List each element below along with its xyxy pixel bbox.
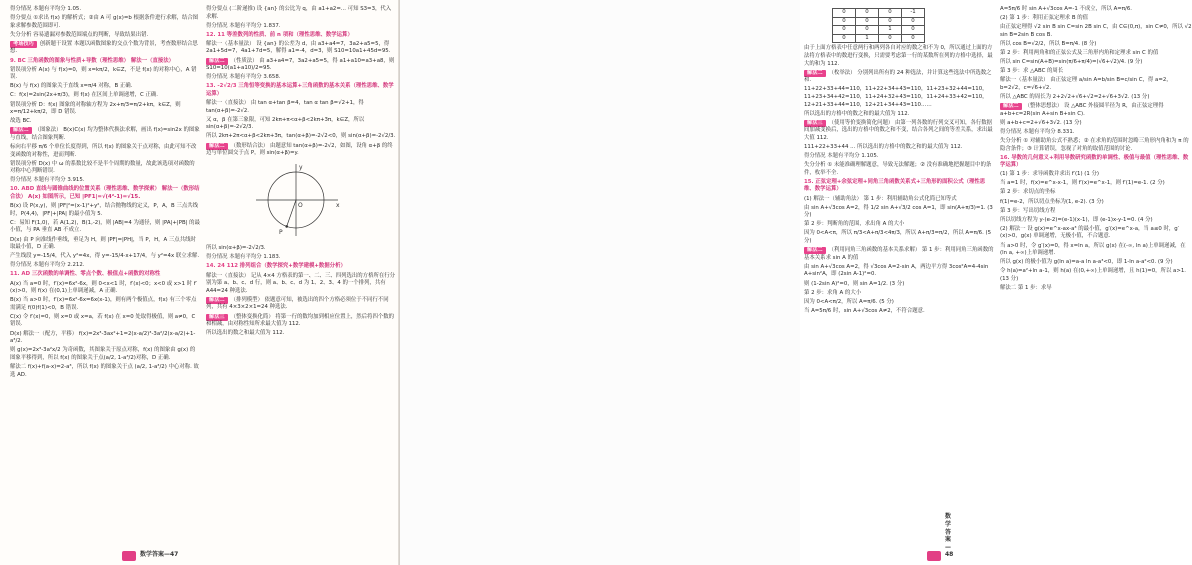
answer-paragraph [804,45,994,68]
paragraph-text: A(x) 当 a=0 时，f′(x)=6x²-6x，则 0<x<1 时，f′(x)<0；x<0 或 x>1 时 f′(x)>0，则 f(x) 在(0,1)上单调递减，A 正确. [10,280,197,295]
answer-paragraph [1000,59,1192,67]
paragraph-text: 得分要点 (二阶递推) 设 {an} 的公比为 q，由 a1+a2=... 可知 S3=3，代入求解. [206,6,392,20]
paragraph-text: B(x) 与 f(x) 的图象关于直线 x=π/4 对称，B 正确. [10,83,133,90]
answer-paragraph [206,41,396,56]
answer-paragraph [10,161,200,176]
paragraph-text: 失分分析 ① 对辅助角公式不熟悉；② 在求角的范围时忽略三角形内角和为 π 的隐含条件；③ 计算错误，忽视了对角的取值范围的讨论. [1000,137,1189,152]
answer-paragraph [10,364,200,379]
score-text: 得分情况 本题有平均分 2.212. [10,262,85,269]
score-stat [804,153,994,161]
grid-cell: 0 [856,17,879,26]
method-tag: 解法二 [10,127,32,134]
paragraph-text: 当 A=5π/6 时，sin A+√3cos A≠2，不符合题意. [804,307,925,314]
answer-paragraph [1000,41,1192,49]
paragraph-text: 所以 2kπ+2π<α+β<2kπ+3π，tan(α+β)=-2√2<0，则 sin(α+β)=-2√2/3. [206,133,396,140]
answer-paragraph [10,203,200,218]
grid-cell: 0 [902,34,925,43]
answer-paragraph [804,230,994,245]
point-p [285,225,288,228]
answer-paragraph [804,290,994,298]
answer-paragraph [10,314,200,329]
answer-paragraph [10,102,200,117]
score-stat [206,254,396,262]
method-text: （排列模型） 依题意可知，被选出的四个方格必须位于不同行不同列，共有 4×3×2×1=24 种选法. [206,296,389,311]
solution-method-block [10,41,200,56]
answer-paragraph [10,6,200,14]
answer-paragraph [804,196,994,204]
column-1 [10,6,200,546]
answer-paragraph [206,133,396,141]
grid-cell: 0 [902,17,925,26]
answer-paragraph [1000,6,1192,14]
x-axis-label: x [336,201,340,209]
score-stat [206,74,396,82]
right-page [400,0,1192,565]
answer-paragraph [10,347,200,362]
solution-method-block [1000,103,1192,118]
solution-method-block [804,70,994,85]
question-number: 14. 24 112 [206,263,239,270]
question-answer-heading [206,263,396,271]
paragraph-text: 111+22+33+44 ... 所以选出的方格中的数之和的最大值为 112. [804,144,963,150]
paragraph-text: 所以 sin C=sin(A+B)=sin(π/6+π/4)=(√6+√2)/4. (9 分) [1000,59,1143,66]
column-4 [1000,6,1192,546]
paragraph-text: (2) 第 1 步：利用正弦定理求 B 的值 [1000,15,1089,22]
answer-paragraph [1000,50,1192,58]
publisher-logo [927,551,941,561]
method-text: （使用等价变换简化问题） 由第一列各数的行列交叉可知，各行数据间加减变换后，选出的方格中的数之和不变，结合各列之间的等差关系，求出最大值 112. [804,119,993,141]
answer-paragraph [10,67,200,82]
paragraph-text: 当 a=1 时，f(x)=e^x-x-1，则 f′(x)=e^x-1，则 f′(1)=e-1. (2 分) [1000,180,1165,187]
answer-paragraph [804,111,994,119]
answer-paragraph [10,83,200,91]
paragraph-text: 所以选出的数之和最大值为 112. [206,330,285,337]
method-tag: 解法二 [206,58,228,65]
method-tag: 解法三 [206,314,228,321]
question-answer-heading [10,271,200,279]
method-tag: 解法二 [804,70,826,77]
answer-paragraph [206,117,396,132]
answer-paragraph [206,245,396,253]
grid-cell: 0 [856,26,879,35]
score-text: 得分情况 本题有平均分 1.105. [804,153,879,160]
score-stat [10,177,200,185]
question-topic: 导数的几何意义+利用导数研究函数的单调性、极值与最值（理性思维、数学运算） [1000,154,1189,169]
answer-paragraph [1000,243,1192,258]
answer-paragraph [206,100,396,115]
question-topic: 等差数列的性质、前 n 项和（理性思维、数学运算） [226,31,353,38]
score-text: 得分情况 本题有平均分 8.331. [1000,128,1075,135]
grid-cell: 0 [902,26,925,35]
question-answer-heading [804,179,994,194]
question-topic: 直线与圆锥曲线的位置关系（理性思维、数学探索） 解法一（数形结合法） A(x) 如图所示，已知 |PF1|=√(4²-1)=√15. [10,186,200,201]
solution-method-block [206,314,396,329]
answer-paragraph [10,92,200,100]
answer-paragraph [1000,189,1192,197]
answer-paragraph [206,330,396,338]
grid-row [833,17,925,26]
column-2 [206,6,396,546]
grid-cell: 0 [856,9,879,18]
paragraph-text: 所以 g(x) 的极小值为 g(ln a)=a-a ln a-a³<0，即 1-ln a-a²<0. (9 分) [1000,259,1173,266]
question-answer-heading [10,58,200,66]
answer-paragraph [804,205,994,220]
answer-paragraph [1000,15,1192,23]
left-page [0,0,400,565]
paragraph-text: 第 2 步：求角 A 的大小 [804,289,862,296]
score-stat [1000,129,1192,137]
paragraph-text: 错误项分析 D：f(x) 图象的对称轴方程为 2x+π/3=π/2+kπ，k∈Z，则 x=π/12+kπ/2，即 D 错误. [10,101,181,116]
paragraph-text: B(x) 当 a>0 时，f′(x)=6x²-6x=6x(x-1)，则有两个极值点，f(x) 有三个零点需满足 f(0)f(1)<0，B 错误. [10,297,197,311]
method-tag: 解法二 [804,247,826,254]
method-tag: 解法二 [206,143,228,150]
score-text: 得分情况 本题有平均分 3.915. [10,177,85,184]
paragraph-text: 11+22+33+44=110，11+22+34+43=110，11+23+32+44=110，11+23+34+42=110，11+24+32+43=110，11+24+33+42=110，12+21+33+44=110，12+21+34+43=110…… [804,86,988,108]
page-footer-right: 数学答案—48 [945,513,954,559]
paragraph-text: 错误项分析 A(x) 与 f(x)=0，则 x=kπ/2，k∈Z，不是 f(x) 的对称中心，A 错误. [10,66,197,81]
answer-paragraph [1000,208,1192,216]
answer-paragraph [10,32,200,40]
paragraph-text: 解法一（基本量法） 设 {an} 的公差为 d，由 a3+a4=7，3a2+a5=5，得 2a1+5d=7，4a1+7d=5，解得 a1=-4，d=3，则 S10=10a1+45d=95. [206,40,391,55]
method-tag: 考场技巧 [10,41,37,48]
paragraph-text: 由 sin A+√3cos A=2，得 √3cos A=2-sin A，两边平方得 3cos²A=4-4sin A+sin²A，即 (2sin A-1)²=0. [804,263,989,278]
method-text: 创新题干设置 本题以函数图象的交点个数为背景，考查数形结合思想. [10,40,198,55]
question-answer-heading [206,32,396,40]
paragraph-text: D(x) 解法一（配方，平移） f(x)=2x³-3ax²+1=2(x-a/2)³-3a²/2(x-a/2)+1-a³/2. [10,330,196,345]
question-number: 9. BC [10,57,26,64]
score-text: 得分情况 本题有平均分 1.183. [206,254,281,261]
answer-paragraph [1000,226,1192,241]
answer-paragraph [10,237,200,252]
paragraph-text: f(1)=e-2，所以切点坐标为(1, e-2). (3 分) [1000,198,1104,205]
answer-paragraph [1000,68,1192,76]
method-text: （性质法） 由 a3+a4=7，3a2+a5=5，得 a1+a10=a3+a8，则 S10=10(a1+a10)/2=95. [206,57,395,72]
answer-paragraph [206,6,396,21]
solution-method-block [206,297,396,312]
answer-paragraph [804,281,994,289]
paragraph-text: D(x) 由 P 向准线作垂线，垂足为 H，则 |PF|=|PH|，当 P，H，A 三点共线时取最小值，D 正确. [10,236,196,251]
paragraph-text: 由正弦定理得 √2 sin B sin C=sin 2B sin C，由 C∈(0,π)，sin C≠0，所以 √2 sin B=2sin B cos B. [1000,24,1192,38]
answer-paragraph [804,162,994,177]
answer-paragraph [1000,24,1192,39]
answer-paragraph [10,331,200,346]
grid-row [833,34,925,43]
question-answer-heading [206,83,396,98]
answer-paragraph [804,299,994,307]
method-text: （枚举法） 分别列出所有的 24 种选法，并计算这些选法中所选数之和. [804,69,992,84]
answer-paragraph [1000,180,1192,188]
grid-row [833,9,925,18]
score-text: 得分情况 本题有平均分 3.658. [206,74,281,81]
paragraph-text: 则 g(x)=2x³-3a²x/2 为奇函数，其图象关于原点对称，f(x) 的图象由 g(x) 的图象平移得到，所以 f(x) 的图象关于点(a/2, 1-a³/2)对称，D 正确. [10,347,196,361]
paragraph-text: 解法一（直接法） 记从 4×4 方格表的第一、二、三、四列选出的方格所在行分别为第 a、b、c、d 行，则 a、b、c、d 为 1、2、3、4 的一个排列，共有 A44=24 种选法. [206,272,396,294]
method-text: （利用同角三角函数的基本关系求解） 第 1 步：利用同角三角函数的基本关系求 sin A 的值 [804,247,994,261]
answer-paragraph [804,221,994,229]
paragraph-text: 第 3 步：写出切线方程 [1000,207,1056,214]
paragraph-text: 第 2 步：判断角的范围，求出角 A 的大小 [804,221,905,228]
grid-cell: 0 [879,34,902,43]
paragraph-text: C(x) 令 f′(x)=0，则 x=0 或 x=a，若 f(x) 在 x=0 处取得极值，则 a≠0，C 错误. [10,313,196,328]
method-tag: 解法二 [1000,103,1022,110]
score-stat [206,23,396,31]
answer-paragraph [1000,199,1192,207]
point-p-label: P [279,228,283,236]
answer-paragraph [1000,268,1192,283]
answer-paragraph [10,144,200,159]
answer-paragraph [1000,138,1192,153]
origin-label: O [298,201,303,209]
paragraph-text: 则 (1-2sin A)²=0，则 sin A=1/2. (3 分) [804,280,905,287]
grid-cell: 0 [879,9,902,18]
question-answer-heading [1000,155,1192,170]
paragraph-text: 失分分析 容易遗漏对参数范围端点的判断，导致结果出错. [10,31,149,38]
answer-paragraph [10,281,200,296]
paragraph-text: 因为 0<A<π，所以 π/3<A+π/3<4π/3，所以 A+π/3=π/2，所以 A=π/6. (5 分) [804,230,992,245]
score-stat [10,262,200,270]
answer-paragraph [206,273,396,296]
paragraph-text: 因为 0<A<π/2，所以 A=π/6. (5 分) [804,298,894,305]
paragraph-text: 得分情况 本题有平均分 1.05. [10,6,82,12]
paragraph-text: C：f(x)=2sin(2x+π/3)，则 f(x) 在区间上单调递增，C 正确. [10,92,158,99]
answer-paragraph [1000,285,1192,293]
paragraph-text: 第 3 步：求 △ABC 的周长 [1000,68,1064,75]
answer-paragraph [10,220,200,235]
paragraph-text: 由 sin A+√3cos A=2，得 1/2 sin A+√3/2 cos A=1，即 sin(A+π/3)=1. (3 分) [804,204,993,219]
question-number: 13. -2√2/3 [206,83,237,90]
grid-cell: 0 [833,26,856,35]
paragraph-text: 解法一（基本量法） 由正弦定理 a/sin A=b/sin B=c/sin C，得 a=2，b=2√2，c=√6+√2. [1000,77,1172,91]
answer-paragraph [804,144,994,152]
score-text: 得分情况 本题有平均分 1.837. [206,22,281,29]
grid-cell: 0 [833,9,856,18]
answer-table [832,8,994,43]
paragraph-text: 产生线段 y=-15/4，代入 y²=4x，得 y=-15/4·x+17/4，与 y²=4x 联立求解. [10,253,200,260]
page-footer-left: 数学答案—47 [140,551,179,559]
method-tag: 解法二 [206,297,228,304]
paragraph-text: 得分要点 ①求出 f(x) 的解析式；②由 A 可 g(x)=b 根据条件进行求解，结合图象求解参数范围即可. [10,15,199,29]
paragraph-text: 解法二 f(x)+f(a-x)=2-a³，所以 f(x) 的图象关于点 (a/2, 1-a³/2) 中心对称. 故选 AD. [10,363,199,378]
paragraph-text: 令 h(a)=a²+ln a-1，则 h(a) 在(0,+∞)上单调递增，且 h(1)=0，所以 a>1. (13 分) [1000,268,1187,282]
method-text: （整体变换化简） 将第一行的数均加到相应位置上，然后将四个数的和相减，由对称性知所求最大值为 112. [206,313,395,328]
question-topic: 三次函数的单调性、零点个数、极值点+函数的对称性 [31,271,161,278]
paragraph-text: B(x) 设 P(x,y)，则 |PF|²=(x-1)²+y²，结合抛物线的定义，P，A，B 三点共线时，P(4,4)，|PF|+|PA| 的最小值为 5. [10,203,199,217]
grid-cell: -1 [902,9,925,18]
publisher-logo [122,551,136,561]
paragraph-text: (1) 解法一（辅助角法） 第 1 步：利用辅助角公式化简已知等式 [804,195,957,202]
solution-method-block [804,247,994,262]
paragraph-text: (2) 解法一 设 g(x)=e^x-ax-a³ 的最小值，g′(x)=e^x-a，当 a≤0 时，g′(x)>0，g(x) 单调递增，无极小值，不合题意. [1000,225,1179,240]
paragraph-text: 失分分析 ① 未能准确理解题意，导致无法解题；② 没有准确地把握题目中的条件，枚举不全. [804,162,992,176]
paragraph-text: 所以 sin(α+β)=-2√2/3. [206,245,266,252]
paragraph-text: A=5π/6 时 sin A+√3cos A=-1 不成立，所以 A=π/6. [1000,6,1132,12]
grid-cell: 0 [879,17,902,26]
grid-cell: 1 [879,26,902,35]
paragraph-text: 解法二 第 1 步：求导 [1000,285,1052,291]
paragraph-text: 所以切线方程为 y-(e-2)=(e-1)(x-1)，即 (e-1)x-y-1=0. (4 分) [1000,216,1153,223]
answer-paragraph [804,264,994,279]
answer-paragraph [10,297,200,312]
answer-paragraph [804,86,994,109]
question-number: 11. AD [10,271,31,278]
y-axis-label: y [299,163,303,171]
paragraph-text: 由于上面方格表中任意两行和两列各自对应的数之和不为 0，所以通过上面的方法将方格表中的数进行变换，只需要考虑第一行的某数所在列的方格中选择，最大的和为 112. [804,45,993,67]
grid-cell: 0 [833,34,856,43]
answer-paragraph [804,308,994,316]
solution-method-block [804,120,994,143]
paragraph-text: 所以 △ABC 的周长为 2+2√2+√6+√2=2+√6+3√2. (13 分) [1000,93,1150,100]
paragraph-text: 标向右平移 π/6 个单位长度得到，所以 f(x) 的图象关于点对称，由此可知不改变函数的对称性，进而判断. [10,144,197,158]
solution-method-block [206,143,396,158]
answer-paragraph [1000,94,1192,102]
question-number: 16. [1000,154,1010,161]
paragraph-text: 解法一（直接法） 由 tan α+tan β=4，tan α tan β=√2+1，得 tan(α+β)=-2√2. [206,100,364,114]
method-text: （整体思想法） 设 △ABC 外接圆半径为 R，由正弦定理得 a+b+c=2R(sin A+sin B+sin C). [1000,103,1164,117]
paragraph-text: 第 2 步：求切点的坐标 [1000,189,1056,196]
question-topic: 三角恒等变换的基本运算+三角函数的基本关系（理性思维、数学运算） [206,83,394,97]
paragraph-text: 则 a+b+c=2+√6+3√2. (13 分) [1000,119,1082,126]
question-number: 10. ABD [10,186,35,193]
paragraph-text: 错误项分析 D(x) 中 ω 的系数比较不是半个周期的数量，故此该选项对函数的对称中心判断错误. [10,160,195,175]
paragraph-text: 所以 cos B=√2/2，所以 B=π/4. (8 分) [1000,40,1097,47]
unit-circle-figure [246,160,396,244]
answer-paragraph [1000,120,1192,128]
unit-circle-svg [246,160,346,240]
answer-paragraph [1000,259,1192,267]
grid-cell: 0 [833,17,856,26]
terminal-side [287,200,296,226]
question-answer-heading [10,186,200,201]
answer-paragraph [10,118,200,126]
paragraph-text: 故选 BC. [10,118,32,125]
grid-row [833,26,925,35]
method-tag: 解法三 [804,120,826,127]
answer-paragraph [1000,217,1192,225]
answer-paragraph [10,253,200,261]
question-number: 12. 11 [206,31,225,38]
question-topic: 三角函数的图象与性质+导数（理性思维） 解法一（直接法） [27,57,175,64]
paragraph-text: 当 a>0 时，令 g′(x)=0，得 x=ln a，所以 g(x) 在(-∞, ln a)上单调递减，在(ln a, +∞)上单调递增. [1000,242,1186,257]
paragraph-text: (1) 第 1 步：求导函数并求出 f′(1) (1 分) [1000,171,1100,178]
question-topic: 正弦定理+余弦定理+同角三角函数关系式+三角形的面积公式（理性思维、数学运算） [804,178,986,193]
question-topic: 排列组合（数学探究+数学建模+数据分析） [239,263,346,270]
answer-paragraph [1000,171,1192,179]
column-3 [804,6,994,546]
paragraph-text: 所以选出的方格中的数之和的最大值为 112. [804,110,910,117]
answer-paragraph [10,15,200,30]
paragraph-text: 又 α，β 在第三象限，可知 2kπ+π<α+β<2kπ+3π，k∈Z，所以 sin(α+β)=-2√2/3. [206,116,365,131]
solution-method-block [10,127,200,142]
paragraph-text: 第 2 步：利用两角和的正弦公式及三角形内角和定理求 sin C 的值 [1000,49,1159,56]
question-number: 15. [804,178,814,185]
solution-method-block [206,58,396,73]
paragraph-text: C：易知 F(1,0)，若 A(1,2)，B(1,-2)，则 |AB|=4 为通径，则 |PA|+|PB| 的最小值，与 PA 垂直 AB 不成立. [10,219,200,234]
number-grid [832,8,925,43]
method-text: （图象法） B(x)C(x) 均为整体代换法求解，画出 f(x)=sin2x 的图象与直线，结合图象判断. [10,127,200,141]
method-text: （数形结合法） 由题意知 tan(α+β)=-2√2，如图，设角 α+β 的终边与单位圆交于点 P，则 sin(α+β)=y. [206,142,393,157]
grid-cell: 1 [856,34,879,43]
answer-paragraph [1000,77,1192,92]
